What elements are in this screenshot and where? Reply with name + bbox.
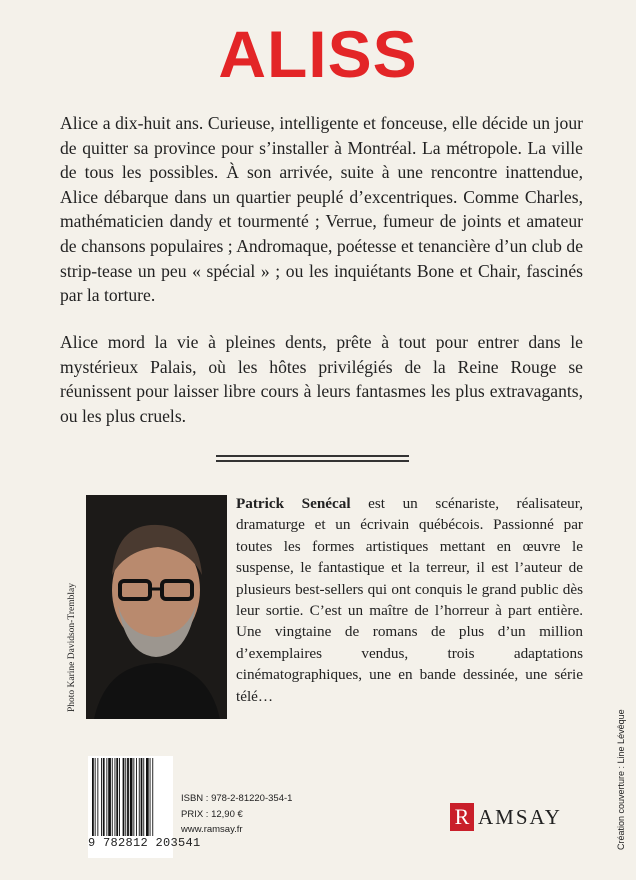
author-name: Patrick Senécal: [236, 495, 351, 512]
barcode-number: 9 782812 203541: [88, 836, 201, 850]
synopsis-paragraph-2: Alice mord la vie à pleines dents, prête à tout pour entrer dans le mystérieux Palais, où les hôtes privilégiés de la Reine Rouge se réunissent pour laisser libre cours à leurs fantasmes les plus extravagants, ou les plus cruels.: [60, 332, 583, 426]
barcode: [88, 756, 201, 858]
book-title: ALISS: [218, 17, 418, 91]
author-bio: [236, 493, 583, 707]
isbn: ISBN : 978-2-81220-354-1: [181, 793, 293, 804]
website-link[interactable]: www.ramsay.fr: [181, 824, 243, 835]
publisher-logo-text: AMSAY: [478, 804, 562, 829]
author-bio-text: est un scénariste, réalisateur, dramaturge et un écrivain québécois. Passionné par toutes les formes artistiques mettant en œuvre le suspense, le fantastique et la terreur, il est l’auteur de plusieurs best-sellers qui ont conquis le grand public dès leur sortie. C’est un maître de l’horreur à part entière. Une vingtaine de romans de plus d’un million d’exemplaires vendus, trois adaptations cinématographiques, une en bande dessinée, une série télé…: [236, 495, 583, 705]
publisher-logo: [450, 803, 562, 831]
price: PRIX : 12,90 €: [181, 809, 243, 820]
cover-credit: Création couverture : Line Lévêque: [616, 709, 626, 850]
author-photo: [86, 495, 227, 719]
publisher-logo-initial: R: [450, 803, 474, 831]
photo-credit: Photo Karine Davidson-Tremblay: [67, 583, 77, 712]
barcode-bars: [92, 758, 172, 836]
divider: [216, 455, 409, 465]
synopsis-paragraph-1: Alice a dix-huit ans. Curieuse, intelligente et fonceuse, elle décide un jour de quitter sa province pour s’installer à Montréal. La métropole. La ville de tous les possibles. À son arrivée, suite à une rencontre inattendue, Alice débarque dans un quartier peuplé d’excentriques. Comme Charles, mathématicien dandy et tourmenté ; Verrue, fumeur de joints et amateur de chansons populaires ; Andromaque, poétesse et tenancière d’un club de strip-tease un peu « spécial » ; ou les inquiétants Bone et Chair, fascinés par la torture.: [60, 113, 583, 306]
